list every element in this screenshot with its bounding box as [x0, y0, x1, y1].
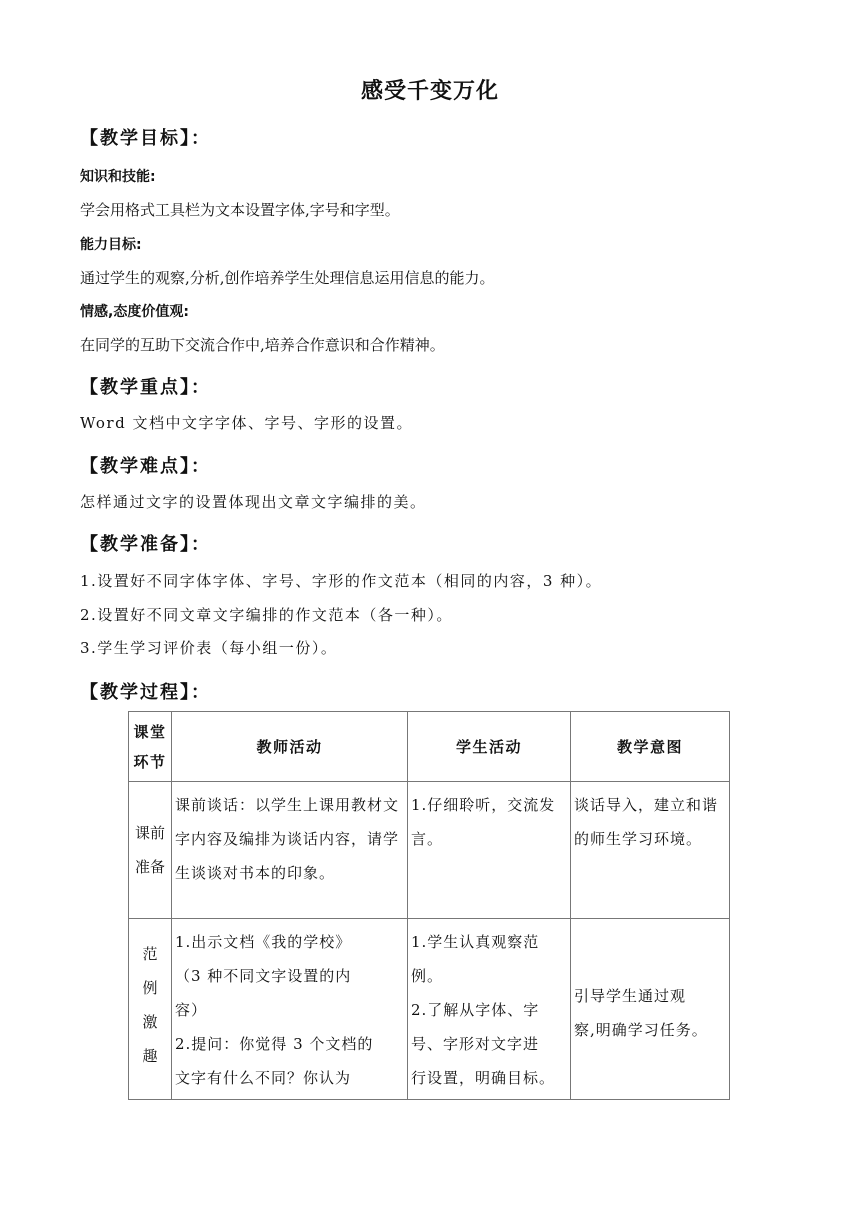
student-line: 1.学生认真观察范 — [411, 933, 540, 951]
preparation-item-1: 1.设置好不同字体字体、字号、字形的作文范本（相同的内容，3 种）。 — [80, 572, 603, 590]
teacher-text: 课前谈话：以学生上课用教材文字内容及编排为谈话内容，请学生谈谈对书本的印象。 — [175, 796, 400, 882]
teacher-line: 1.出示文档《我的学校》 — [175, 933, 352, 951]
teacher-line: 容） — [175, 1001, 208, 1019]
preparation-item-3: 3.学生学习评价表（每小组一份）。 — [80, 639, 338, 657]
key-points-text: Word 文档中文字字体、字号、字形的设置。 — [80, 414, 413, 432]
process-heading: 【教学过程】： — [80, 682, 211, 703]
process-table — [128, 711, 730, 1100]
teacher-cell — [172, 782, 408, 919]
difficulties-heading: 【教学难点】： — [80, 456, 211, 477]
preparation-item-2: 2.设置好不同文章文字编排的作文范本（各一种）。 — [80, 606, 453, 624]
teacher-line: 文字有什么不同？你认为 — [175, 1069, 352, 1087]
teacher-cell — [172, 919, 408, 1100]
key-points-heading: 【教学重点】： — [80, 377, 211, 398]
header-student: 学生活动 — [408, 712, 571, 782]
header-intent: 教学意图 — [571, 712, 730, 782]
header-teacher: 教师活动 — [172, 712, 408, 782]
table-row — [129, 782, 730, 919]
header-stage-line2: 环节 — [133, 752, 167, 771]
student-line: 行设置，明确目标。 — [411, 1069, 556, 1087]
stage-cell-prep — [129, 782, 172, 919]
preparation-heading: 【教学准备】： — [80, 534, 211, 555]
intent-line: 引导学生通过观 — [574, 987, 687, 1005]
student-line: 2.了解从字体、字 — [411, 1001, 540, 1019]
difficulties-text: 怎样通过文字的设置体现出文章文字编排的美。 — [80, 493, 427, 511]
document-title: 感受千变万化 — [360, 79, 499, 104]
knowledge-text: 学会用格式工具栏为文本设置字体,字号和字型。 — [80, 201, 400, 219]
emotion-label: 情感,态度价值观: — [80, 304, 189, 320]
stage-example-char-2: 例 — [142, 979, 158, 997]
objectives-heading: 【教学目标】： — [80, 128, 211, 149]
stage-example-char-1: 范 — [142, 945, 158, 963]
intent-cell — [571, 782, 730, 919]
student-cell — [408, 919, 571, 1100]
header-stage-line1: 课堂 — [133, 722, 167, 741]
student-text: 1.仔细聆听，交流发言。 — [411, 796, 556, 848]
stage-prep-line2: 准备 — [134, 858, 165, 876]
teacher-line: 2.提问：你觉得 3 个文档的 — [175, 1035, 374, 1053]
table-header-row — [129, 712, 730, 782]
student-cell — [408, 782, 571, 919]
emotion-text: 在同学的互助下交流合作中,培养合作意识和合作精神。 — [80, 336, 445, 354]
header-stage — [129, 712, 172, 782]
teacher-line: （3 种不同文字设置的内 — [175, 967, 352, 985]
ability-label: 能力目标: — [80, 237, 142, 253]
stage-example-char-3: 激 — [142, 1013, 158, 1031]
table-row — [129, 919, 730, 1100]
intent-cell — [571, 919, 730, 1100]
ability-text: 通过学生的观察,分析,创作培养学生处理信息运用信息的能力。 — [80, 269, 495, 287]
stage-prep-line1: 课前 — [134, 824, 165, 842]
stage-cell-example — [129, 919, 172, 1100]
intent-text: 谈话导入，建立和谐的师生学习环境。 — [574, 796, 719, 848]
knowledge-label: 知识和技能: — [80, 169, 156, 185]
student-line: 号、字形对文字进 — [411, 1035, 540, 1053]
stage-example-char-4: 趣 — [142, 1047, 158, 1065]
student-line: 例。 — [411, 967, 444, 985]
intent-line: 察,明确学习任务。 — [574, 1021, 708, 1039]
